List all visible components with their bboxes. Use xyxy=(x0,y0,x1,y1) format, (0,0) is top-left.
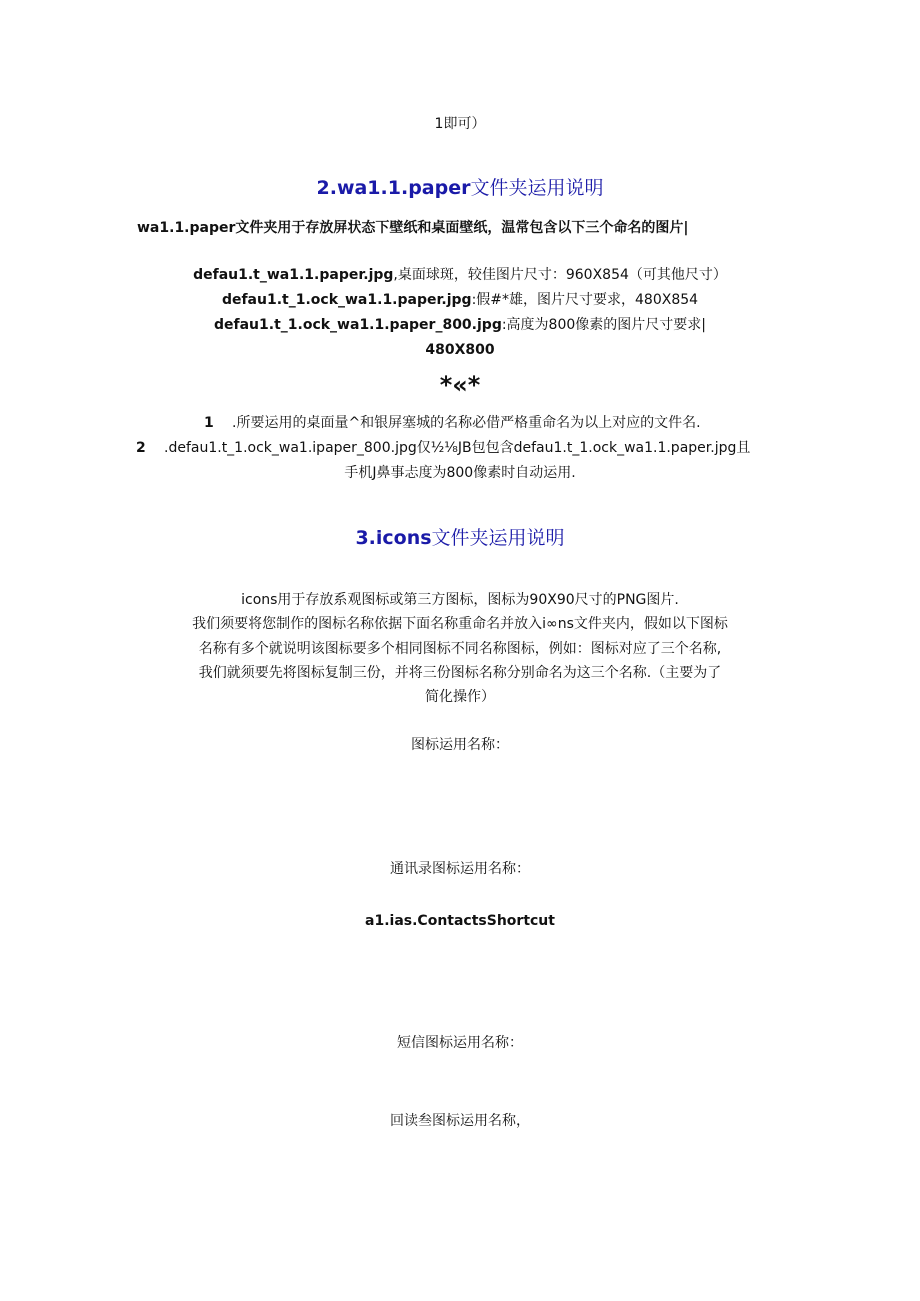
file-desc-2: :假#*雄，图片尺寸要求，480X854 xyxy=(471,292,699,308)
icons-paragraph-line-2: 我们须要将您制作的图标名称依据下面名称重命名并放入i∞ns文件夹内，假如以下图标 xyxy=(192,616,728,632)
file-desc-3: :高度为800像素的图片尺寸要求| xyxy=(501,317,706,333)
note-2-num: 2 xyxy=(136,440,146,456)
file-line-2 xyxy=(0,291,920,309)
note-1-num: 1 xyxy=(204,415,214,431)
file-name-2: defau1.t_1.ock_wa1.1.paper.jpg xyxy=(221,292,472,308)
section3-heading-num: 3.icons xyxy=(355,527,432,549)
file-line-1 xyxy=(0,266,920,284)
separator-stars: *«* xyxy=(439,371,481,399)
section2-heading-num: 2.wa1.1.paper xyxy=(316,177,471,199)
note-2-wrap: 手机J鼻事忐度为800像素时自动运用. xyxy=(344,465,576,481)
file-line-3-wrap: 480X800 xyxy=(425,342,495,358)
contacts-label: 通讯录图标运用名称： xyxy=(390,861,530,877)
note-1-text: .所要运用的桌面量^和银屏塞城的名称必借严格重命名为以上对应的文件名. xyxy=(232,415,701,431)
icons-paragraph-line-1: icons用于存放系观图标或第三方图标，图标为90X90尺寸的PNG图片. xyxy=(241,592,679,608)
section3-heading-text: 文件夹运用说明 xyxy=(431,527,565,549)
top-fragment: 1即可） xyxy=(434,116,486,132)
file-line-3 xyxy=(0,316,920,334)
icon-names-label: 图标运用名称： xyxy=(411,737,509,753)
note-2-text: .defau1.t_1.ock_wa1.ipaper_800.jpg仅½⅛JB包包含defau1.t_1.ock_wa1.1.paper.jpg且 xyxy=(164,440,751,456)
file-name-3: defau1.t_1.ock_wa1.1.paper_800.jpg xyxy=(214,317,502,333)
note-1 xyxy=(204,414,701,432)
section2-heading-text: 文件夹运用说明 xyxy=(470,177,604,199)
section2-heading xyxy=(0,176,920,200)
file-name-1: defau1.t_wa1.1.paper.jpg xyxy=(193,267,394,283)
section3-heading xyxy=(0,526,920,550)
icons-paragraph-line-5: 简化操作） xyxy=(425,689,495,705)
icons-paragraph-line-4: 我们就须要先将图标复制三份，并将三份图标名称分别命名为这三个名称.（主要为了 xyxy=(198,665,722,681)
call-label: 回读叁图标运用名称， xyxy=(390,1113,530,1129)
file-desc-1: ,桌面球斑，较佳图片尺寸：960X854（可其他尺寸） xyxy=(393,267,727,283)
note-2 xyxy=(136,439,750,457)
sms-label: 短信图标运用名称： xyxy=(397,1035,523,1051)
icons-paragraph-line-3: 名称有多个就说明该图标要多个相同图标不同名称图标，例如：图标对应了三个名称, xyxy=(198,641,722,657)
section2-intro: wa1.1.paper文件夹用于存放屏状态下壁纸和桌面壁纸，温常包含以下三个命名的图片| xyxy=(137,220,689,236)
contacts-value: a1.ias.ContactsShortcut xyxy=(365,913,555,929)
